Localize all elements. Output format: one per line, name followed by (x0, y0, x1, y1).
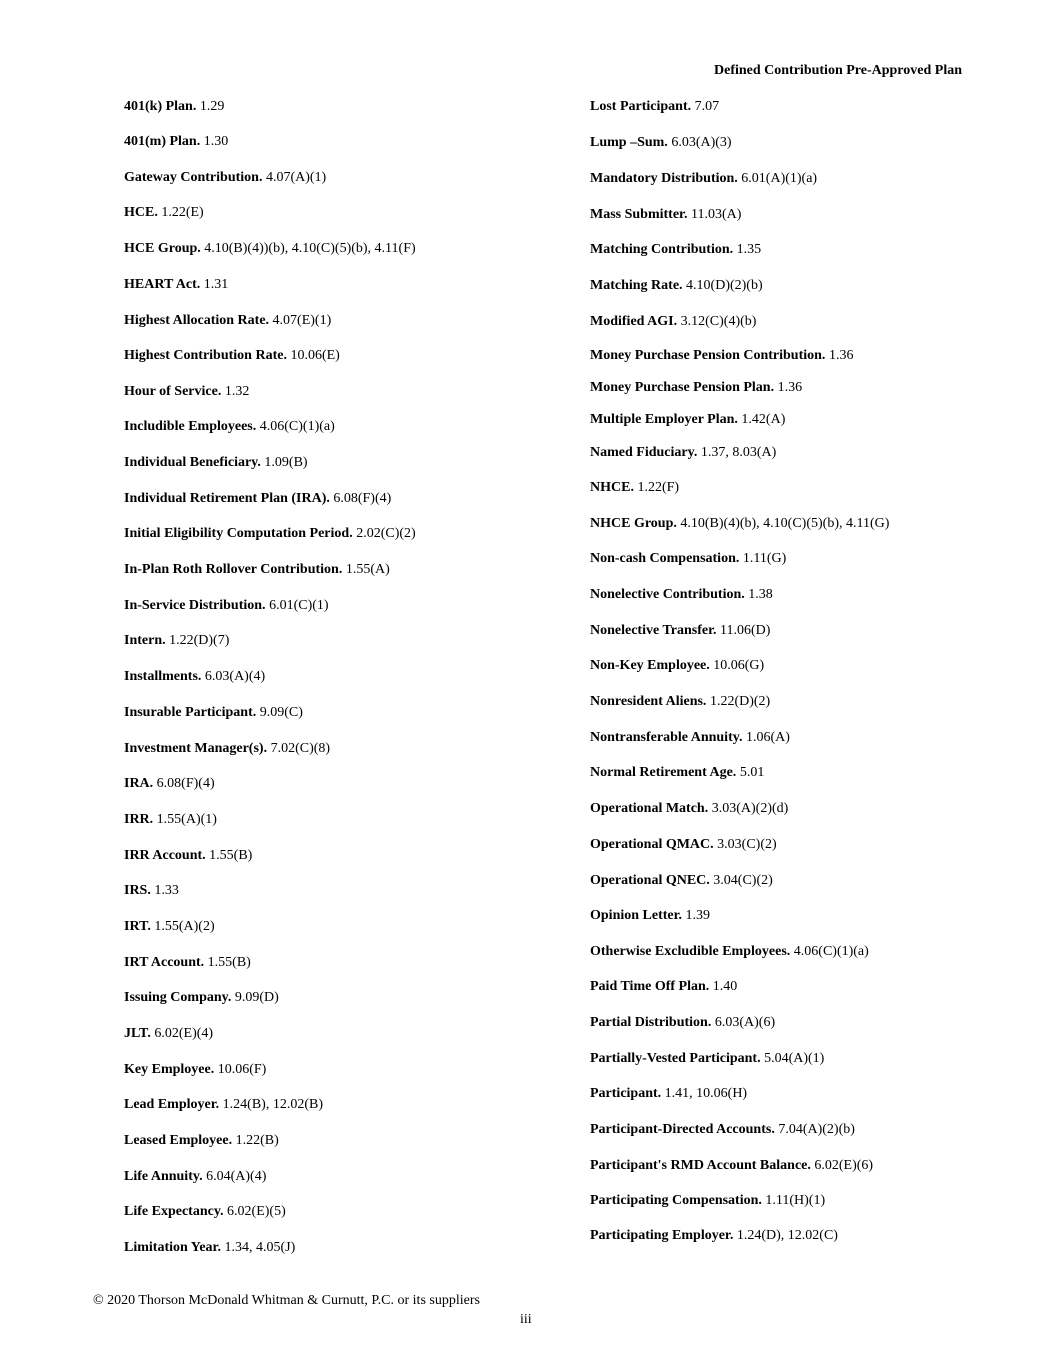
index-entry (124, 276, 228, 294)
index-term: Highest Allocation Rate. (124, 313, 270, 328)
index-entry (590, 622, 770, 640)
index-entry (124, 1203, 286, 1221)
index-entry (124, 918, 215, 936)
index-term: Non-cash Compensation. (590, 551, 740, 566)
index-entry (590, 1157, 873, 1175)
index-entry (590, 411, 785, 429)
index-term: Includible Employees. (124, 419, 257, 434)
section-reference: 1.22(F) (637, 480, 680, 495)
index-entry (124, 1025, 213, 1043)
index-entry (590, 134, 732, 152)
index-term: IRR Account. (124, 848, 206, 863)
section-reference: 1.31 (203, 277, 229, 292)
index-entry (590, 479, 679, 497)
index-term: Modified AGI. (590, 314, 678, 329)
index-entry (590, 515, 889, 533)
index-term: Life Expectancy. (124, 1204, 224, 1219)
section-reference: 10.06(G) (713, 658, 765, 673)
section-reference: 4.10(B)(4)(b), 4.10(C)(5)(b), 4.11(G) (680, 516, 890, 531)
index-entry (590, 729, 790, 747)
index-entry (124, 347, 340, 365)
index-term: Non-Key Employee. (590, 658, 710, 673)
index-entry (124, 1061, 266, 1079)
index-entry (124, 847, 252, 865)
index-term: 401(k) Plan. (124, 99, 197, 114)
index-entry (590, 693, 770, 711)
index-term: HCE. (124, 205, 158, 220)
index-entry (124, 740, 330, 758)
section-reference: 4.10(D)(2)(b) (686, 278, 763, 293)
index-entry (590, 98, 719, 116)
section-reference: 6.03(A)(6) (714, 1015, 776, 1030)
index-term: Participant-Directed Accounts. (590, 1122, 775, 1137)
section-reference: 1.42(A) (741, 412, 786, 427)
index-entry (124, 454, 308, 472)
index-term: Mass Submitter. (590, 207, 688, 222)
index-term: JLT. (124, 1026, 151, 1041)
section-reference: 1.24(B), 12.02(B) (222, 1097, 323, 1112)
index-term: Normal Retirement Age. (590, 765, 737, 780)
section-reference: 1.30 (203, 134, 229, 149)
index-entry (590, 943, 869, 961)
section-reference: 1.29 (199, 99, 225, 114)
index-term: Paid Time Off Plan. (590, 979, 710, 994)
index-term: IRR. (124, 812, 154, 827)
section-reference: 1.22(D)(2) (709, 694, 771, 709)
index-term: Partial Distribution. (590, 1015, 712, 1030)
section-reference: 3.03(C)(2) (717, 837, 777, 852)
section-reference: 6.02(E)(6) (814, 1158, 874, 1173)
index-entry (124, 989, 279, 1007)
section-reference: 4.07(A)(1) (265, 170, 327, 185)
section-reference: 6.02(E)(5) (227, 1204, 286, 1219)
index-entry (590, 550, 786, 568)
section-reference: 1.32 (224, 384, 250, 399)
section-reference: 9.09(C) (259, 705, 303, 720)
section-reference: 1.55(A)(1) (156, 812, 217, 827)
index-term: Operational Match. (590, 801, 709, 816)
index-entry (590, 379, 802, 397)
section-reference: 1.38 (748, 587, 773, 602)
section-reference: 1.11(G) (742, 551, 787, 566)
section-reference: 1.55(A)(2) (154, 919, 215, 934)
section-reference: 1.34, 4.05(J) (224, 1240, 296, 1255)
section-reference: 3.03(A)(2)(d) (711, 801, 789, 816)
index-term: Money Purchase Pension Contribution. (590, 348, 826, 363)
index-entry (590, 277, 763, 295)
index-term: Nonelective Contribution. (590, 587, 745, 602)
section-reference: 6.04(A)(4) (206, 1169, 267, 1184)
index-term: Life Annuity. (124, 1169, 203, 1184)
index-entry (590, 241, 761, 259)
index-entry (124, 490, 391, 508)
section-reference: 1.33 (154, 883, 179, 898)
index-term: In-Plan Roth Rollover Contribution. (124, 562, 343, 577)
section-reference: 3.04(C)(2) (713, 873, 773, 888)
index-entry (124, 632, 229, 650)
index-term: HEART Act. (124, 277, 201, 292)
index-entry (590, 907, 710, 925)
section-reference: 1.55(B) (209, 848, 253, 863)
index-entry (124, 811, 217, 829)
index-entry (124, 1168, 266, 1186)
section-reference: 1.22(E) (161, 205, 204, 220)
index-entry (590, 1014, 775, 1032)
section-reference: 1.55(A) (345, 562, 390, 577)
index-term: Key Employee. (124, 1062, 215, 1077)
index-entry (124, 418, 335, 436)
index-term: Hour of Service. (124, 384, 222, 399)
section-reference: 6.03(A)(3) (671, 135, 732, 150)
index-term: Individual Retirement Plan (IRA). (124, 491, 330, 506)
index-entry (590, 872, 773, 890)
index-term: Nonelective Transfer. (590, 623, 717, 638)
index-term: Mandatory Distribution. (590, 171, 738, 186)
index-term: Money Purchase Pension Plan. (590, 380, 775, 395)
index-entry (124, 383, 249, 401)
section-reference: 4.06(C)(1)(a) (259, 419, 335, 434)
index-entry (124, 204, 204, 222)
section-reference: 1.36 (777, 380, 803, 395)
section-reference: 11.03(A) (691, 207, 742, 222)
section-reference: 1.39 (685, 908, 711, 923)
section-reference: 6.01(C)(1) (269, 598, 329, 613)
index-term: Opinion Letter. (590, 908, 683, 923)
index-entry (590, 657, 764, 675)
section-reference: 9.09(D) (234, 990, 279, 1005)
index-term: Lost Participant. (590, 99, 692, 114)
section-reference: 7.07 (694, 99, 720, 114)
index-term: NHCE Group. (590, 516, 677, 531)
index-entry (124, 668, 265, 686)
section-reference: 4.07(E)(1) (272, 313, 332, 328)
index-entry (124, 882, 179, 900)
section-reference: 1.24(D), 12.02(C) (736, 1228, 838, 1243)
index-entry (590, 1050, 824, 1068)
index-term: IRS. (124, 883, 151, 898)
section-reference: 1.22(B) (235, 1133, 279, 1148)
index-term: Insurable Participant. (124, 705, 257, 720)
index-entry (590, 1121, 855, 1139)
index-entry (124, 312, 331, 330)
index-term: Nontransferable Annuity. (590, 730, 743, 745)
index-entry (124, 1132, 279, 1150)
section-reference: 4.10(B)(4))(b), 4.10(C)(5)(b), 4.11(F) (204, 241, 416, 256)
page-number: iii (520, 1312, 532, 1327)
index-entry (590, 170, 817, 188)
index-entry (590, 313, 756, 331)
section-reference: 2.02(C)(2) (356, 526, 416, 541)
section-reference: 1.35 (736, 242, 762, 257)
index-entry (124, 561, 390, 579)
index-entry (590, 836, 777, 854)
index-term: Intern. (124, 633, 166, 648)
section-reference: 1.09(B) (264, 455, 308, 470)
index-term: Operational QMAC. (590, 837, 714, 852)
index-entry (590, 347, 853, 365)
section-reference: 10.06(F) (217, 1062, 267, 1077)
index-entry (590, 586, 773, 604)
section-reference: 1.22(D)(7) (169, 633, 230, 648)
section-reference: 7.02(C)(8) (270, 741, 331, 756)
index-entry (124, 597, 329, 615)
index-term: IRA. (124, 776, 154, 791)
index-term: IRT Account. (124, 955, 205, 970)
index-term: Lump –Sum. (590, 135, 668, 150)
index-entry (124, 240, 416, 258)
index-term: Participating Compensation. (590, 1193, 762, 1208)
index-entry (124, 1096, 323, 1114)
index-term: Issuing Company. (124, 990, 232, 1005)
section-reference: 1.36 (828, 348, 854, 363)
index-entry (124, 98, 224, 116)
section-reference: 6.01(A)(1)(a) (741, 171, 818, 186)
copyright-notice: © 2020 Thorson McDonald Whitman & Curnutt, P.C. or its suppliers (93, 1293, 480, 1308)
section-reference: 7.04(A)(2)(b) (778, 1122, 855, 1137)
section-reference: 1.37, 8.03(A) (700, 445, 777, 460)
section-reference: 11.06(D) (720, 623, 771, 638)
index-term: Partially-Vested Participant. (590, 1051, 761, 1066)
index-term: Installments. (124, 669, 202, 684)
index-term: IRT. (124, 919, 151, 934)
index-entry (124, 954, 251, 972)
index-entry (124, 169, 326, 187)
index-term: HCE Group. (124, 241, 201, 256)
index-term: In-Service Distribution. (124, 598, 266, 613)
index-term: Matching Contribution. (590, 242, 734, 257)
index-term: NHCE. (590, 480, 634, 495)
section-reference: 1.06(A) (745, 730, 790, 745)
index-term: Initial Eligibility Computation Period. (124, 526, 353, 541)
index-term: Otherwise Excludible Employees. (590, 944, 791, 959)
index-entry (124, 775, 215, 793)
section-reference: 6.03(A)(4) (204, 669, 266, 684)
index-term: Participant. (590, 1086, 662, 1101)
section-reference: 1.41, 10.06(H) (664, 1086, 748, 1101)
index-entry (590, 978, 737, 996)
index-entry (590, 206, 741, 224)
index-term: Nonresident Aliens. (590, 694, 707, 709)
section-reference: 4.06(C)(1)(a) (793, 944, 869, 959)
index-term: Participant's RMD Account Balance. (590, 1158, 811, 1173)
index-entry (590, 764, 764, 782)
index-entry (124, 1239, 295, 1257)
index-entry (590, 1192, 825, 1210)
index-term: Participating Employer. (590, 1228, 734, 1243)
index-term: Lead Employer. (124, 1097, 220, 1112)
index-term: Limitation Year. (124, 1240, 221, 1255)
index-entry (590, 800, 788, 818)
index-term: Matching Rate. (590, 278, 683, 293)
index-entry (124, 133, 228, 151)
section-reference: 5.04(A)(1) (764, 1051, 825, 1066)
document-header: Defined Contribution Pre-Approved Plan (714, 63, 962, 78)
section-reference: 6.08(F)(4) (333, 491, 392, 506)
section-reference: 1.40 (712, 979, 738, 994)
section-reference: 1.11(H)(1) (765, 1193, 826, 1208)
section-reference: 5.01 (739, 765, 765, 780)
section-reference: 1.55(B) (207, 955, 251, 970)
section-reference: 6.08(F)(4) (156, 776, 215, 791)
index-term: Individual Beneficiary. (124, 455, 261, 470)
index-term: Named Fiduciary. (590, 445, 698, 460)
section-reference: 3.12(C)(4)(b) (680, 314, 757, 329)
index-term: Gateway Contribution. (124, 170, 263, 185)
index-entry (590, 1085, 747, 1103)
index-term: Highest Contribution Rate. (124, 348, 287, 363)
index-entry (124, 704, 303, 722)
index-term: Leased Employee. (124, 1133, 233, 1148)
section-reference: 10.06(E) (290, 348, 340, 363)
index-entry (124, 525, 416, 543)
index-term: Investment Manager(s). (124, 741, 268, 756)
section-reference: 6.02(E)(4) (154, 1026, 214, 1041)
index-term: 401(m) Plan. (124, 134, 201, 149)
index-entry (590, 1227, 838, 1245)
index-term: Multiple Employer Plan. (590, 412, 738, 427)
index-entry (590, 444, 776, 462)
index-term: Operational QNEC. (590, 873, 710, 888)
